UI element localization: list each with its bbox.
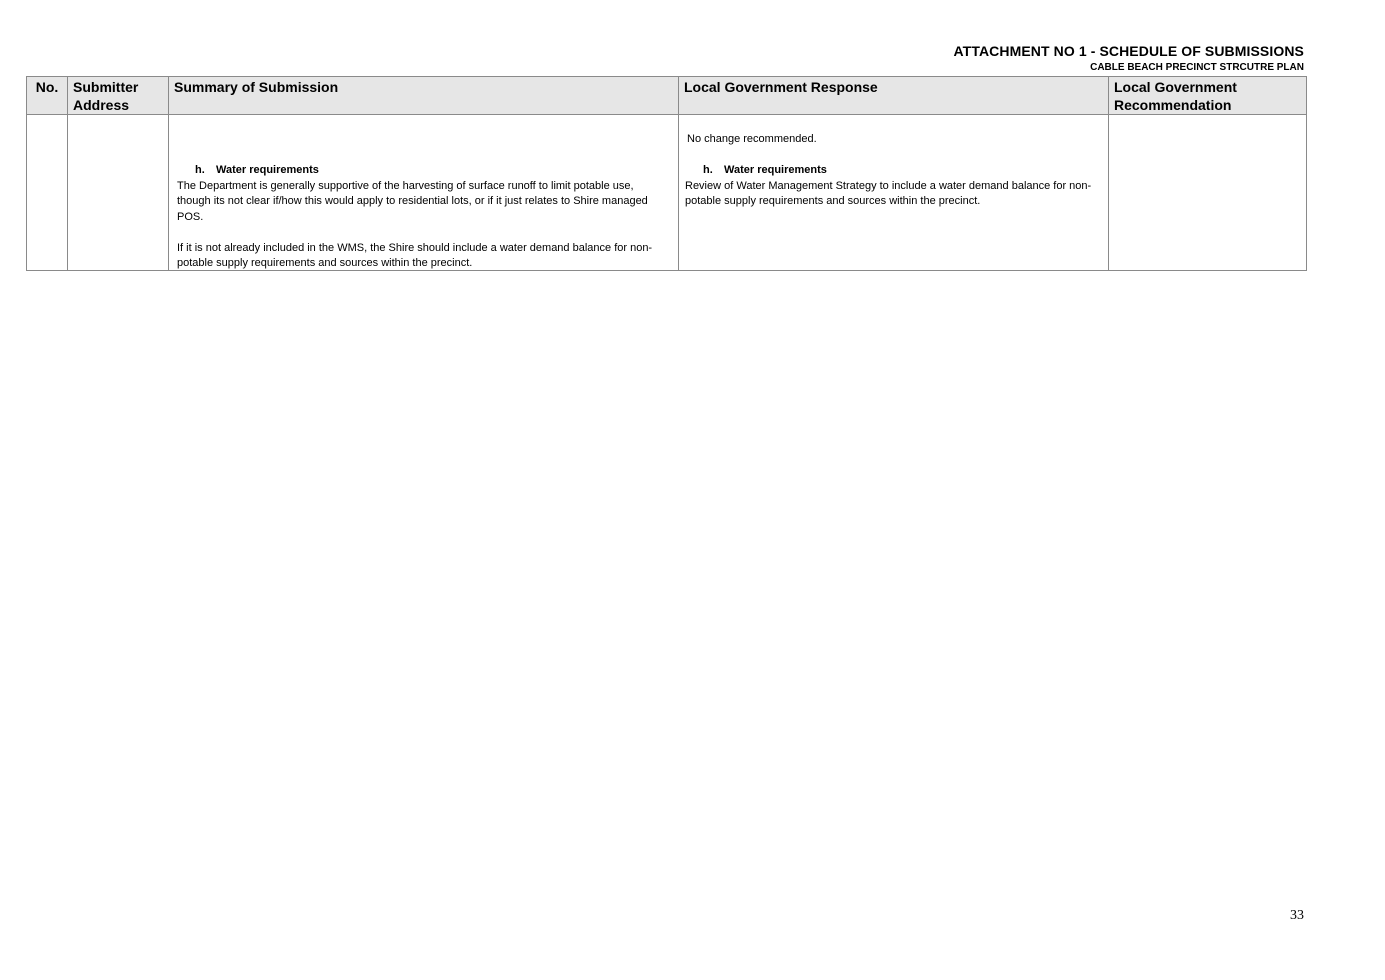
- summary-paragraph-1: The Department is generally supportive of the harvesting of surface runoff to limit potable use, though its not clear if/how this would apply to residential lots, or if it just relates to Shire managed POS.: [177, 179, 648, 223]
- response-subheading: [685, 163, 1098, 179]
- table-row: [27, 115, 1307, 271]
- document-title: ATTACHMENT NO 1 - SCHEDULE OF SUBMISSIONS: [953, 43, 1304, 59]
- response-no-change: No change recommended.: [687, 133, 817, 145]
- summary-paragraph-2: If it is not already included in the WMS, the Shire should include a water demand balance for non-potable supply requirements and sources within the precinct.: [177, 241, 653, 269]
- col-header-response: Local Government Response: [679, 77, 1109, 115]
- page-number: 33: [1290, 908, 1304, 923]
- col-header-submitter-line1: Submitter: [73, 79, 139, 95]
- submissions-table: [26, 76, 1307, 271]
- cell-response: [679, 115, 1109, 271]
- col-header-summary: Summary of Submission: [169, 77, 679, 115]
- col-header-submitter: [68, 77, 169, 115]
- col-header-submitter-line2: Address: [73, 97, 130, 113]
- col-header-recommendation-line1: Local Government: [1114, 79, 1237, 95]
- cell-submitter: [68, 115, 169, 271]
- cell-no: [27, 115, 68, 271]
- response-subheading-text: Water requirements: [724, 164, 827, 176]
- summary-subheading-text: Water requirements: [216, 164, 319, 176]
- response-subheading-letter: h.: [703, 164, 713, 176]
- table-header-row: [27, 77, 1307, 115]
- document-subtitle: CABLE BEACH PRECINCT STRCUTRE PLAN: [1090, 62, 1304, 73]
- summary-subheading-letter: h.: [195, 164, 205, 176]
- col-header-recommendation-line2: Recommendation: [1114, 97, 1232, 113]
- response-paragraph-1: Review of Water Management Strategy to include a water demand balance for non-potable supply requirements and sources within the precinct.: [685, 179, 1092, 207]
- col-header-recommendation: [1109, 77, 1307, 115]
- col-header-no: No.: [27, 77, 68, 115]
- summary-subheading: [177, 163, 670, 179]
- cell-summary: [169, 115, 679, 271]
- cell-recommendation: [1109, 115, 1307, 271]
